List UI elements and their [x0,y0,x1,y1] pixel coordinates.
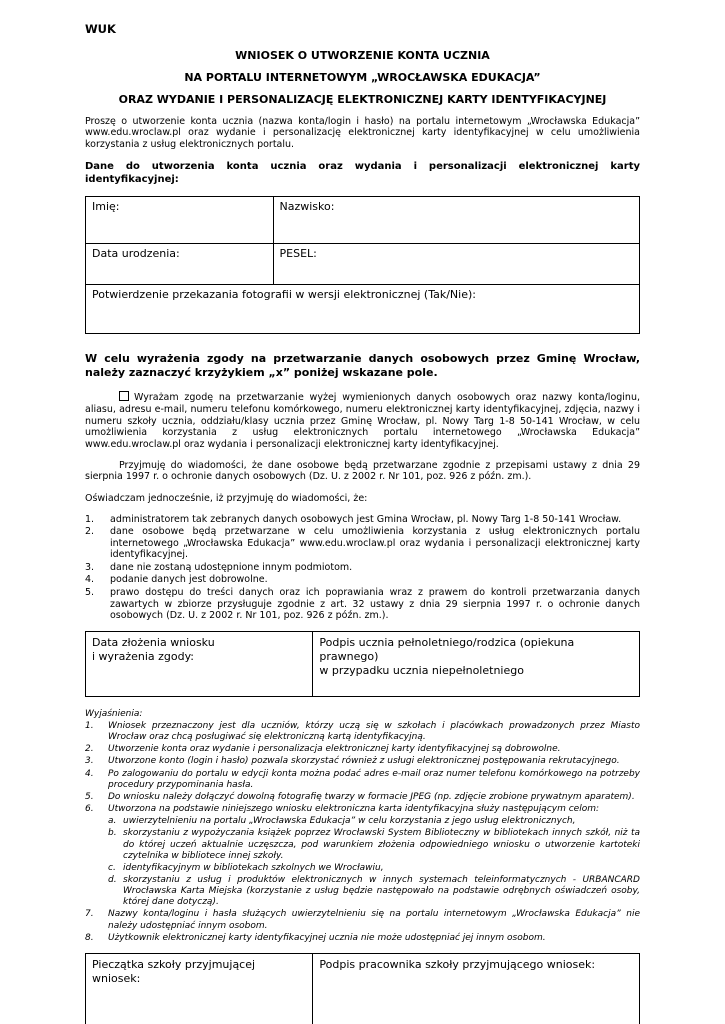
explanation-subitem-letter: c. [108,862,116,873]
declaration-item-text: dane osobowe będą przetwarzane w celu umożliwienia korzystania z usług elektronicznych portalu internetowego „Wrocławska Edukacja” www.edu.wroclaw.pl oraz wydania i personalizacji elektronicznej karty identyfikacyjnej. [110,526,640,561]
data-section-heading: Dane do utworzenia konta ucznia oraz wydania i personalizacji elektronicznej karty identyfikacyjnej: [85,161,640,186]
student-signature-label-line1: Podpis ucznia pełnoletniego/rodzica (opiekuna prawnego) [319,635,575,664]
submission-date-label-line2: i wyrażenia zgody: [92,650,195,664]
explanation-item [85,933,640,944]
explanation-subitem [108,828,640,861]
declaration-item-number: 3. [85,561,95,573]
school-footer-table [85,953,640,1024]
explanation-item-text: Nazwy konta/loginu i hasła służących uwierzytelnieniu się na portalu internetowym „Wrocławska Edukacja” nie należy udostępniać innym osobom. [108,909,640,931]
declaration-item [85,587,640,622]
explanation-subitem [108,816,640,827]
declaration-intro: Oświadczam jednocześnie, iż przyjmuję do wiadomości, że: [85,492,368,504]
explanation-item-text: Utworzenie konta oraz wydanie i personalizacja elektronicznej karty identyfikacyjnej są dobrowolne. [108,744,561,755]
form-title-line3: ORAZ WYDANIE I PERSONALIZACJĘ ELEKTRONICZNEJ KARTY IDENTYFIKACYJNEJ [118,93,607,107]
birth-date-cell [86,244,274,285]
last-name-cell [273,197,640,244]
explanations-section [85,709,640,944]
explanation-item-number: 2. [85,744,94,755]
photo-confirmation-row [86,285,640,334]
explanation-sublist [108,816,640,908]
declaration-item-text: podanie danych jest dobrowolne. [110,574,268,586]
photo-confirmation-cell [86,285,640,334]
explanation-item-number: 3. [85,756,94,767]
staff-signature-label: Podpis pracownika szkoły przyjmującego wniosek: [319,957,596,971]
declaration-item [85,526,640,561]
staff-signature-cell [313,953,640,1024]
birth-pesel-row [86,244,640,285]
consent-checkbox[interactable] [119,391,129,401]
explanation-subitem-letter: a. [108,816,117,827]
school-footer-row [86,953,640,1024]
birth-date-label: Data urodzenia: [92,247,180,261]
explanation-item [85,756,640,767]
explanation-item [85,744,640,755]
declaration-item-number: 2. [85,526,95,538]
student-data-table [85,196,640,334]
student-signature-cell [313,631,640,696]
explanation-item-text: Utworzone konto (login i hasło) pozwala skorzystać również z usługi elektronicznej postępowania rekrutacyjnego. [108,756,620,767]
explanation-item-text: Po zalogowaniu do portalu w edycji konta można podać adres e-mail oraz numer telefonu komórkowego na potrzeby procedury przypominania hasła. [108,768,640,790]
declaration-item [85,562,640,574]
declaration-item-number: 1. [85,513,95,525]
explanation-item-text: Wniosek przeznaczony jest dla uczniów, którzy uczą się w szkołach i placówkach prowadzonych przez Miasto Wrocław oraz chcą posługiwać się elektroniczną kartą identyfikacyjną. [108,720,640,743]
declaration-item-number: 4. [85,574,95,586]
explanation-item [85,804,640,908]
explanation-subitem-text: skorzystaniu z usług i produktów elektronicznych w innych systemach teleinformatycznych - URBANCARD Wrocławska Karta Miejska (korzystanie z usług będzie następowało na podstawie odrębnych oświadczeń osoby, której dane dotyczą). [123,874,640,908]
explanation-item-number: 1. [85,720,94,731]
form-title [85,49,640,107]
declaration-item-text: prawo dostępu do treści danych oraz ich poprawiania wraz z prawem do kontroli przetwarzania danych zawartych w zbiorze przysługuje zgodnie z art. 32 ustawy z dnia 29 sierpnia 1997 r. o ochronie danych osobowych (Dz. U. z 2002 r. Nr 101, poz. 926 z późn. zm.). [110,587,640,622]
explanation-item-number: 6. [85,804,94,815]
school-stamp-label: Pieczątka szkoły przyjmującej wniosek: [92,957,256,986]
photo-confirmation-label: Potwierdzenie przekazania fotografii w wersji elektronicznej (Tak/Nie): [92,288,476,302]
explanation-item [85,721,640,743]
first-name-cell [86,197,274,244]
form-title-line1: WNIOSEK O UTWORZENIE KONTA UCZNIA [235,49,490,62]
consent-paragraph [85,391,640,450]
form-code-label: WUK [85,22,116,36]
acknowledgement-paragraph: Przyjmuję do wiadomości, że dane osobowe będą przetwarzane zgodnie z przepisami ustawy z dnia 29 sierpnia 1997 r. o ochronie danych osobowych (Dz. U. z 2002 r. Nr 101, poz. 926 z późn. zm.). [85,459,640,483]
explanations-heading: Wyjaśnienia: [85,708,143,719]
explanation-item [85,909,640,931]
student-signature-label-line2: w przypadku ucznia niepełnoletniego [319,664,524,678]
explanation-subitem [108,863,640,874]
explanation-subitem [108,875,640,908]
first-name-label: Imię: [92,200,120,214]
explanation-subitem-text: skorzystaniu z wypożyczania książek poprzez Wrocławski System Biblioteczny w bibliotekach innych szkół, niż ta do której uczeń aktualnie uczęszcza, pod warunkiem złożenia odpowiedniego wniosku o utworzenie kartoteki czytelnika w bibliotece innej szkoły. [123,828,640,861]
explanation-item-number: 8. [85,932,94,943]
consent-checkbox-text: Wyrażam zgodę na przetwarzanie wyżej wymienionych danych osobowych oraz nazwy konta/loginu, aliasu, adresu e-mail, numeru telefonu komórkowego, numeru elektronicznej karty identyfikacyjnej, zdjęcia, nazwy i numeru szkoły ucznia, oddziału/klasy ucznia przez Gminę Wrocław, pl. Nowy Targ 1-8 50-141 Wrocław, w celu umożliwienia korzystania z usług elektronicznych portalu internetowego „Wrocławska Edukacja” www.edu.wroclaw.pl oraz wydania i personalizacji elektronicznej karty identyfikacyjnej. [85,392,640,450]
explanation-item-body [108,804,640,908]
explanation-subitem-letter: d. [108,874,117,885]
explanation-item-number: 4. [85,768,94,779]
explanation-item-text: Użytkownik elektronicznej karty identyfikacyjnej ucznia nie może udostępniać jej innym osobom. [108,932,546,943]
signature-row [86,631,640,696]
name-row [86,197,640,244]
school-stamp-cell [86,953,313,1024]
declaration-list [85,514,640,622]
consent-section-heading: W celu wyrażenia zgody na przetwarzanie danych osobowych przez Gminę Wrocław, należy zaznaczyć krzyżykiem „x” poniżej wskazane pole. [85,352,640,380]
intro-paragraph: Proszę o utworzenie konta ucznia (nazwa konta/login i hasło) na portalu internetowym „Wrocławska Edukacja” www.edu.wroclaw.pl oraz wydanie i personalizację elektronicznej karty identyfikacyjnej w celu umożliwienia korzystania z usług elektronicznych portalu. [85,115,640,150]
declaration-item-text: administratorem tak zebranych danych osobowych jest Gmina Wrocław, pl. Nowy Targ 1-8 50-141 Wrocław. [110,513,622,525]
explanation-item-text: Do wniosku należy dołączyć dowolną fotografię twarzy w formacie JPEG (np. zdjęcie zrobione prywatnym aparatem). [108,791,635,802]
form-title-line2: NA PORTALU INTERNETOWYM „WROCŁAWSKA EDUKACJA” [184,71,541,85]
explanation-item [85,792,640,803]
explanation-item [85,769,640,791]
explanation-item-number: 5. [85,791,94,802]
pesel-cell [273,244,640,285]
submission-date-cell [86,631,313,696]
signature-table [85,631,640,697]
last-name-label: Nazwisko: [279,200,335,214]
explanation-subitem-text: identyfikacyjnym w bibliotekach szkolnych we Wrocławiu, [123,862,384,873]
declaration-item-number: 5. [85,587,95,599]
explanation-subitem-letter: b. [108,828,117,839]
declaration-item-text: dane nie zostaną udostępnione innym podmiotom. [110,561,353,573]
explanation-item-text: Utworzona na podstawie niniejszego wniosku elektroniczna karta identyfikacyjna służy następującym celom: [108,804,600,815]
explanation-subitem-text: uwierzytelnieniu na portalu „Wrocławska Edukacja” w celu korzystania z jego usług elektronicznych, [123,816,576,827]
pesel-label: PESEL: [279,247,317,261]
declaration-item [85,574,640,586]
declaration-item [85,514,640,526]
explanation-item-number: 7. [85,909,94,920]
submission-date-label-line1: Data złożenia wniosku [92,635,215,649]
